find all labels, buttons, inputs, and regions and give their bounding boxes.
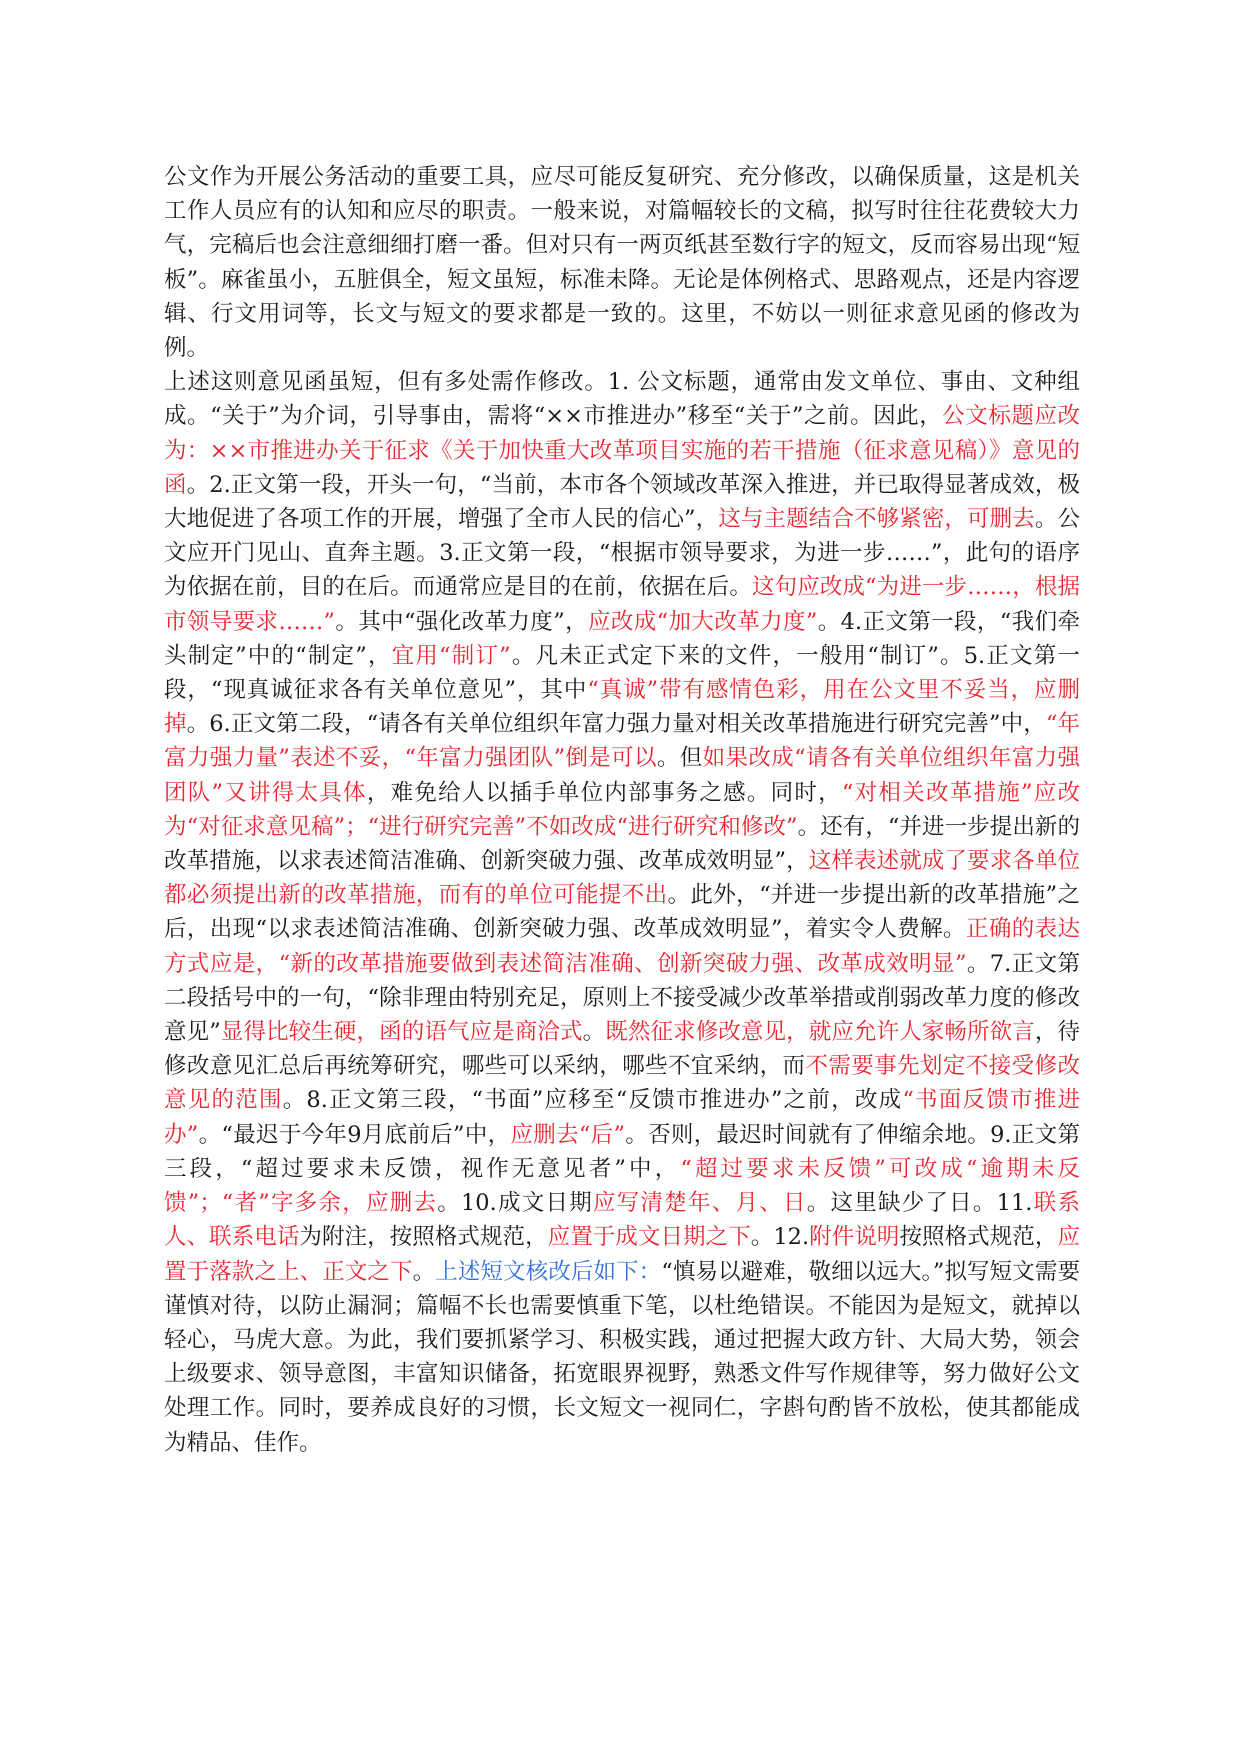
intro-paragraph: [164, 160, 1080, 365]
body-text: 。还有，“并进一步提出新的改革措施，以求表述简洁准确、创新突破力强、改革成效明显”，: [164, 813, 1080, 875]
body-text: “慎易以避难，敬细以远大。”拟写短文需要谨慎对待，以防止漏洞；篇幅不长也需要慎重下笔，以杜绝错误。不能因为是短文，就掉以轻心，马虎大意。为此，我们要抓紧学习、积极实践，通过把握大政方针、大局大势，领会上级要求、领导意图，丰富知识储备，拓宽眼界视野，熟悉文件写作规律等，努力做好公文处理工作。同时，要养成良好的习惯，长文短文一视同仁，字斟句酌皆不放松，使其都能成为精品、佳作。: [164, 1258, 1080, 1456]
correction-note: 应写清楚年、月、日: [592, 1190, 807, 1217]
body-text: 。7.正文第二段括号中的一句，“除非理由特别充足，原则上不接受减少改革举措或削弱改革力度的修改意见”: [164, 950, 1081, 1046]
body-text: 公文作为开展公务活动的重要工具，应尽可能反复研究、充分修改，以确保质量，这是机关工作人员应有的认知和应尽的职责。一般来说，对篇幅较长的文稿，拟写时往往花费较大力气，完稿后也会注意细细打磨一番。但对只有一两页纸甚至数行字的短文，反而容易出现“短板”。麻雀虽小，五脏俱全，短文虽短，标准未降。无论是体例格式、思路观点，还是内容逻辑、行文用词等，长文与短文的要求都是一致的。这里，不妨以一则征求意见函的修改为例。: [164, 164, 1080, 362]
correction-note: 宜用“制订”: [391, 642, 511, 669]
body-text: 。此外，“并进一步提出新的改革措施”之后，出现“以求表述简洁准确、创新突破力强、改革成效明显”，着实令人费解。: [164, 882, 1080, 943]
body-text: 按照格式规范，: [899, 1224, 1058, 1251]
correction-note: 应置于成文日期之下: [547, 1224, 751, 1251]
correction-note: 联系人、联系电话: [164, 1190, 1080, 1251]
correction-note: 这句应改成“为进一步……，根据市领导要求……”: [164, 574, 1080, 635]
correction-note: 应改成“加大改革力度”: [587, 608, 818, 635]
body-text: 。10.成文日期: [437, 1190, 593, 1217]
correction-note: 公文标题应改为：××市推进办关于征求《关于加快重大改革项目实施的若干措施（征求意见稿）》意见的函: [164, 403, 1080, 498]
body-text: 。: [582, 1019, 606, 1046]
correction-note: 正确的表达方式应是，“新的改革措施要做到表述简洁准确、创新突破力强、改革成效明显”: [164, 916, 1080, 977]
body-text: 。但: [656, 745, 703, 772]
correction-note: “书面反馈市推进办”: [164, 1087, 1080, 1148]
body-text: 。这里缺少了日。11.: [806, 1190, 1033, 1217]
body-text: 。6.正文第二段，“请各有关单位组织年富力强力量对相关改革措施进行研究完善”中，: [186, 711, 1046, 738]
correction-note: 如果改成“请各有关单位组织年富力强团队”又讲得太具体: [164, 745, 1080, 806]
body-text: 上述这则意见函虽短，但有多处需作修改。1. 公文标题，通常由发文单位、事由、文种组成。“关于”为介词，引导事由，需将“××市推进办”移至“关于”之前。因此，: [164, 369, 1080, 430]
body-text: ，难免给人以插手单位内部事务之感。同时，: [366, 779, 842, 806]
body-text: 。其中“强化改革力度”，: [334, 608, 588, 635]
body-text: 。8.正文第三段，“书面”应移至“反馈市推进办”之前，改成: [282, 1087, 903, 1114]
body-text: 。凡未正式定下来的文件，一般用“制订”。5.正文第一段，“现真诚征求各有关单位意见”，其中: [164, 642, 1080, 704]
body-text: 。2.正文第一段，开头一句，“当前，本市各个领域改革深入推进，并已取得显著成效，极大地促进了各项工作的开展，增强了全市人民的信心”，: [164, 471, 1080, 533]
correction-note: 应删去“后”: [510, 1121, 625, 1148]
revision-paragraph: [164, 365, 1080, 1460]
correction-note: “年富力强力量”表述不妥，“年富力强团队”倒是可以: [164, 711, 1080, 772]
correction-note: 附件说明: [809, 1224, 900, 1251]
body-text: 。4.正文第一段，“我们牵头制定”中的“制定”，: [164, 608, 1080, 669]
body-text: 。公文应开门见山、直奔主题。3.正文第一段，“根据市领导要求，为进一步……”，此句的语序为依据在前，目的在后。而通常应是目的在前，依据在后。: [164, 506, 1080, 601]
correction-note: “超过要求未反馈”可改成“逾期未反馈”；“者”字多余，应删去: [164, 1155, 1080, 1217]
revised-text-heading: 上述短文核改后如下：: [435, 1258, 662, 1285]
body-text: 。12.: [750, 1224, 810, 1251]
body-text: 。否则，最迟时间就有了伸缩余地。9.正文第三段，“超过要求未反馈，视作无意见者”中，: [164, 1121, 1080, 1182]
body-text: 。“最迟于今年9月底前后”中，: [198, 1121, 511, 1148]
correction-note: 既然征求修改意见，就应允许人家畅所欲言: [605, 1019, 1035, 1046]
correction-note: 应置于落款之上、正文之下: [164, 1224, 1080, 1285]
document-body: [164, 160, 1080, 1460]
correction-note: 显得比较生硬，函的语气应是商洽式: [220, 1019, 583, 1046]
correction-note: 不需要事先划定不接受修改意见的范围: [164, 1053, 1080, 1114]
correction-note: “真诚”带有感情色彩，用在公文里不妥当，应删掉: [164, 677, 1080, 738]
correction-note: “对相关改革措施”应改为“对征求意见稿”；“进行研究完善”不如改成“进行研究和修改”: [164, 779, 1080, 840]
body-text: ，待修改意见汇总后再统筹研究，哪些可以采纳，哪些不宜采纳，而: [164, 1019, 1080, 1080]
correction-note: 这与主题结合不够紧密，可删去: [718, 506, 1035, 533]
body-text: 。: [412, 1258, 436, 1285]
body-text: 为附注，按照格式规范，: [299, 1224, 548, 1251]
correction-note: 这样表述就成了要求各单位都必须提出新的改革措施，而有的单位可能提不出: [164, 848, 1080, 909]
